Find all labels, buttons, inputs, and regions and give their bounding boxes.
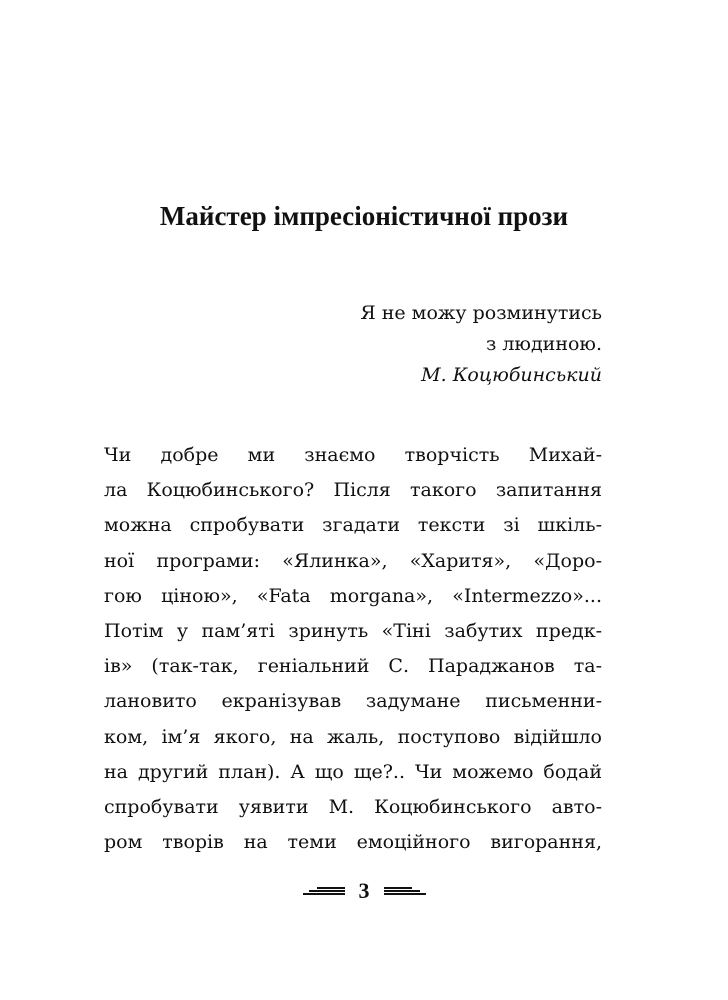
- page-number: 3: [358, 878, 370, 903]
- epigraph: [360, 298, 602, 391]
- text-line: на другий план). А що ще?.. Чи можемо бодай: [104, 760, 602, 783]
- body-paragraph: [104, 438, 602, 860]
- text-line: гою ціною», «Fata morgana», «Intermezzo»...: [104, 584, 602, 607]
- text-line: Чи добре ми знаємо творчість Михай-: [104, 444, 602, 466]
- ornament-right-icon: [384, 887, 426, 895]
- epigraph-line: Я не можу розминутись: [360, 302, 602, 324]
- text-line: ної програми: «Ялинка», «Харитя», «Доро-: [104, 549, 602, 572]
- text-line: ів» (так-так, геніальний С. Параджанов та-: [104, 655, 602, 678]
- text-line: ла Коцюбинського? Після такого запитання: [104, 479, 602, 502]
- page-title: Майстер імпресіоністичної прози: [159, 201, 569, 231]
- text-line: Потім у пам’яті зринуть «Тіні забутих предк-: [104, 619, 602, 642]
- epigraph-line: з людиною.: [485, 333, 602, 355]
- page-footer: [0, 878, 728, 904]
- text-line: спробувати уявити М. Коцюбинського авто-: [104, 795, 602, 818]
- text-line: ром творів на теми емоційного вигорання,: [104, 831, 602, 854]
- epigraph-author: М. Коцюбинський: [421, 364, 602, 386]
- text-line: ком, ім’я якого, на жаль, поступово відійшло: [104, 725, 602, 748]
- text-line: можна спробувати згадати тексти зі шкіль-: [104, 514, 602, 537]
- ornament-left-icon: [303, 887, 345, 895]
- text-line: лановито екранізував задумане письменни-: [104, 690, 602, 713]
